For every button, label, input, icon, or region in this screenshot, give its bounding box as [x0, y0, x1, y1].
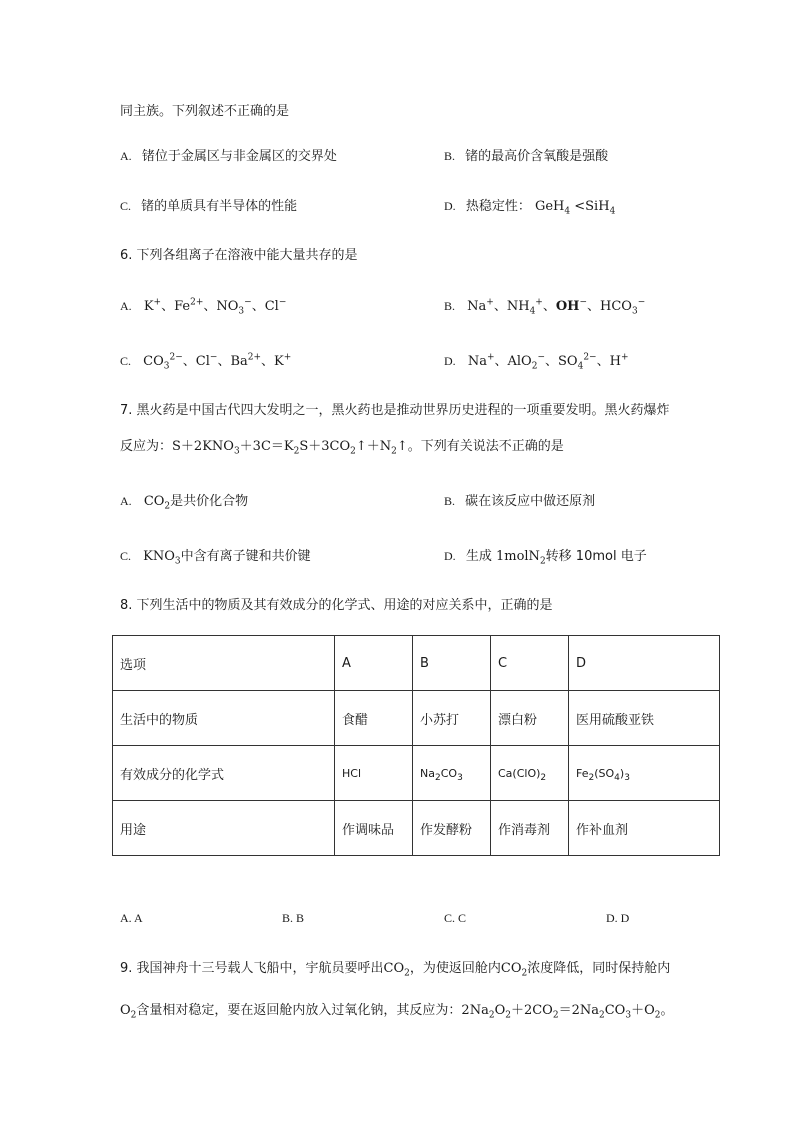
option-text: 锗的单质具有半导体的性能 [141, 199, 298, 214]
formula-kno3: $KNO_3$ [143, 549, 181, 567]
table-cell: 医用硫酸亚铁 [569, 691, 720, 746]
option-label: B. [444, 299, 456, 313]
q7-equation: $S+2KNO_3+3C=K_2S+3CO_2↑+N_2↑$ [172, 439, 408, 457]
q7-option-a [120, 491, 248, 512]
table-cell: 作补血剂 [569, 801, 720, 856]
formula-na2co3: $Na_2CO_3$ [413, 746, 491, 801]
table-cell: HCl [335, 746, 413, 801]
option-label: B. [444, 494, 456, 508]
q8-choice-a: A. A [120, 911, 143, 925]
q7-option-d [444, 546, 647, 567]
option-text-post: 转移 10mol 电子 [545, 549, 647, 564]
q7-stem-suffix: 。下列有关说法不正确的是 [407, 439, 564, 454]
ion-group-d: Na+、AlO$_2$−、$SO_4^{2-}$、H+ [467, 352, 629, 372]
option-label: C. [120, 354, 132, 368]
option-label: C. [120, 549, 132, 563]
formula-1mol-n2: 1molN$_2$ [495, 549, 546, 567]
q5-option-a [120, 146, 337, 167]
q9-text: 9. 我国神舟十三号载人飞船中，宇航员要呼出 [120, 961, 384, 976]
ion-group-b: Na+、$NH_4^+$、OH−、$HCO_3^-$ [467, 297, 646, 317]
option-label: D. [444, 354, 456, 368]
option-label: B. [444, 149, 456, 163]
option-label: A. [120, 494, 132, 508]
q9-equation: $2Na_2O_2+2CO_2=2Na_2CO_3+O_2$ [461, 1003, 661, 1021]
option-label: A. [120, 149, 132, 163]
table-cell: B [413, 636, 491, 691]
q8-stem: 8. 下列生活中的物质及其有效成分的化学式、用途的对应关系中，正确的是 [120, 598, 553, 613]
formula-ge-si: GeH$_4$ <SiH$_4$ [534, 199, 616, 217]
q9-line1 [120, 959, 670, 979]
option-label: A. [120, 299, 132, 313]
formula-co2: $CO_2$ [383, 961, 410, 979]
option-text: 中含有离子键和共价键 [180, 549, 311, 564]
option-label: D. [444, 549, 456, 563]
table-cell: 生活中的物质 [113, 691, 335, 746]
q9-text: 含量相对稳定，要在返回舱内放入过氧化钠，其反应为： [136, 1003, 462, 1018]
table-cell: 作发酵粉 [413, 801, 491, 856]
q8-choice-d: D. D [606, 911, 630, 925]
table-cell: 选项 [113, 636, 335, 691]
table-cell: 食醋 [335, 691, 413, 746]
q6-option-d [444, 351, 628, 372]
q9-text: ，为使返回舱内 [409, 961, 501, 976]
option-label: C. [120, 199, 132, 213]
option-text-pre: 生成 [465, 549, 492, 564]
q7-stem-line2 [120, 437, 564, 457]
q5-option-b [444, 146, 608, 167]
q5-option-d [444, 196, 615, 217]
table-cell: 有效成分的化学式 [113, 746, 335, 801]
formula-co2: $CO_2$ [500, 961, 528, 979]
q6-option-b [444, 296, 645, 317]
option-label: D. [444, 199, 456, 213]
q9-end-mark: 。 [660, 1003, 674, 1018]
q6-option-a [120, 296, 286, 317]
table-row [113, 636, 720, 691]
table-cell: 小苏打 [413, 691, 491, 746]
q7-stem-prefix: 反应为： [120, 439, 173, 454]
answer-table [112, 635, 720, 856]
table-row [113, 691, 720, 746]
table-cell: 作消毒剂 [491, 801, 569, 856]
table-cell: A [335, 636, 413, 691]
ion-group-c: $CO_3^{2-}$、Cl−、$Ba^{2+}$、K+ [143, 352, 292, 372]
q5-stem-end: 同主族。下列叙述不正确的是 [120, 104, 290, 119]
formula-fe2-so4-3: $Fe_2(SO_4)_3$ [569, 746, 720, 801]
option-text: 锗位于金属区与非金属区的交界处 [141, 149, 337, 164]
ion-group-a: K+、$Fe^{2+}$、$NO_3^-$、Cl− [143, 297, 287, 317]
q8-choice-c: C. C [444, 911, 467, 925]
formula-ca-clo2: $Ca(ClO)_2$ [491, 746, 569, 801]
option-text: 碳在该反应中做还原剂 [465, 494, 596, 509]
q7-option-b [444, 491, 595, 512]
option-text: 热稳定性： [465, 199, 531, 214]
option-text: 是共价化合物 [170, 494, 249, 509]
table-cell: 漂白粉 [491, 691, 569, 746]
formula-o2: $O_2$ [120, 1003, 137, 1021]
option-text: 锗的最高价含氧酸是强酸 [465, 149, 609, 164]
table-cell: C [491, 636, 569, 691]
table-row [113, 746, 720, 801]
q7-stem-line1: 7. 黑火药是中国古代四大发明之一，黑火药也是推动世界历史进程的一项重要发明。黑火药爆炸 [120, 403, 670, 418]
q6-stem: 6. 下列各组离子在溶液中能大量共存的是 [120, 248, 358, 263]
q7-option-c [120, 546, 311, 567]
q5-option-c [120, 196, 297, 217]
q9-line2 [120, 1001, 674, 1021]
q9-text: 浓度降低，同时保持舱内 [527, 961, 671, 976]
table-cell: D [569, 636, 720, 691]
q6-option-c [120, 351, 291, 372]
table-row [113, 801, 720, 856]
q8-choice-b: B. B [282, 911, 305, 925]
table-cell: 作调味品 [335, 801, 413, 856]
table-cell: 用途 [113, 801, 335, 856]
formula-co2: $CO_2$ [143, 494, 171, 512]
